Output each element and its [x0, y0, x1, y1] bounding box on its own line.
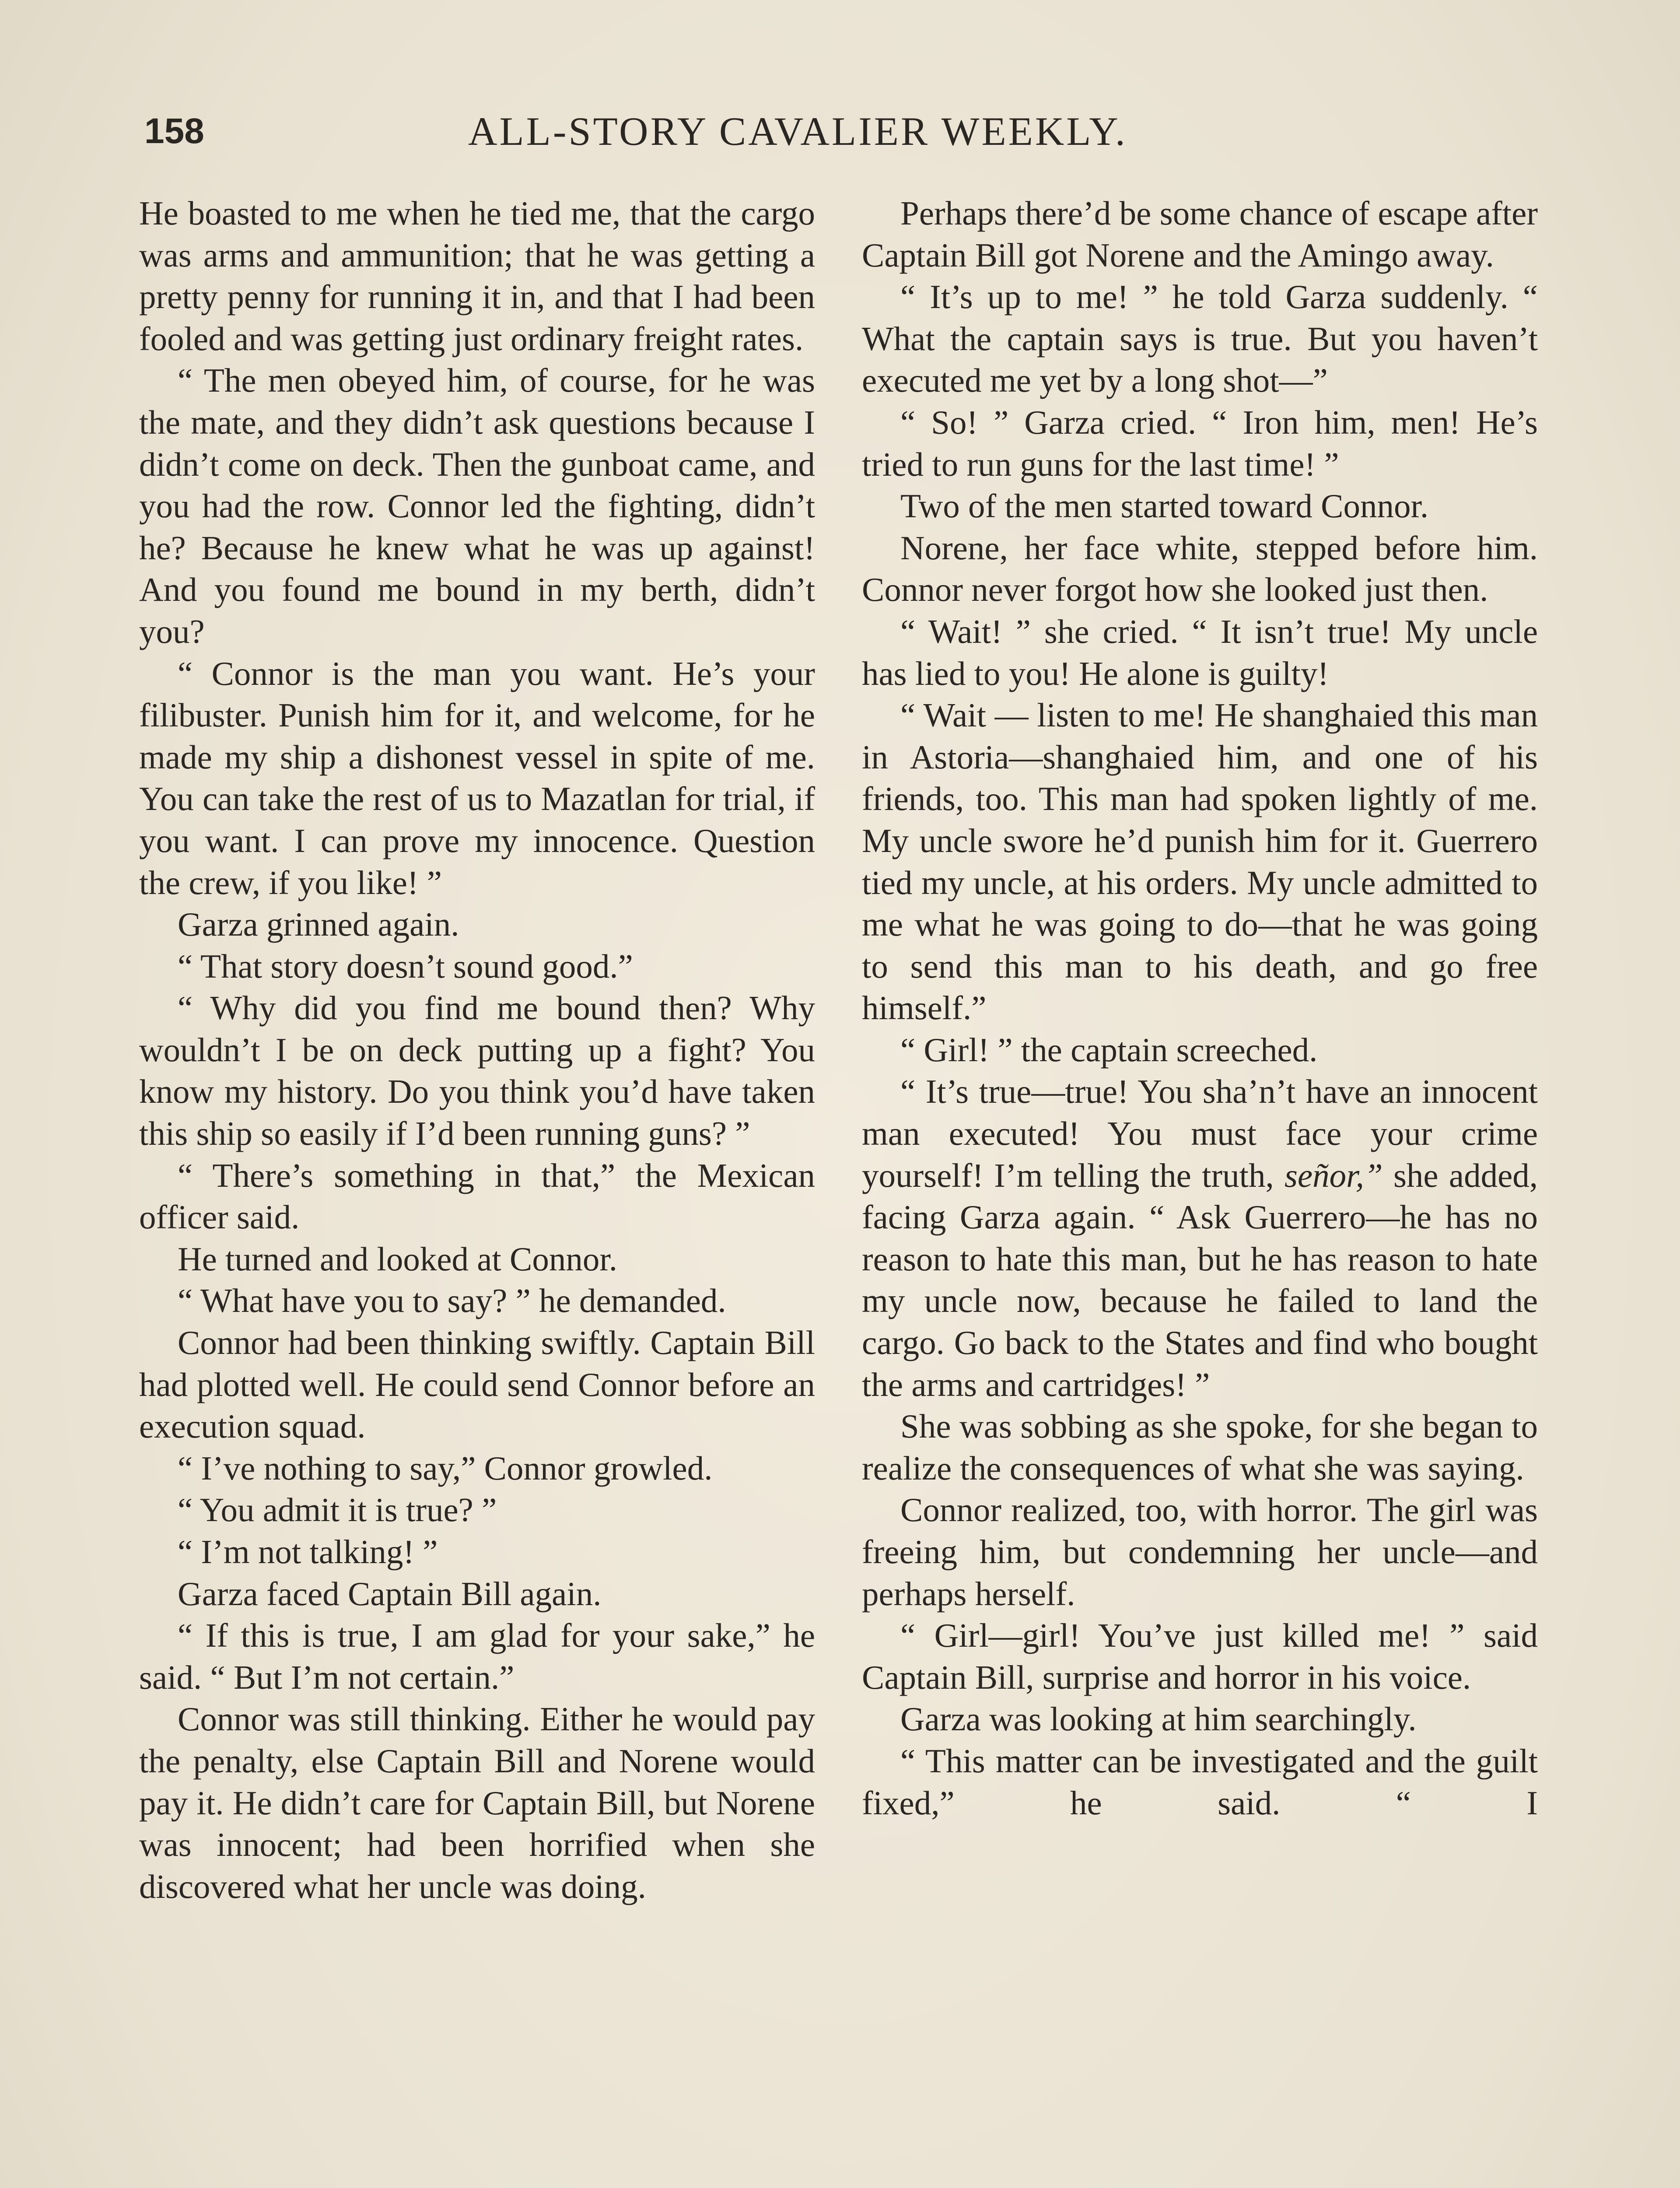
running-title: ALL-STORY CAVALIER WEEKLY.: [468, 109, 1127, 154]
paragraph: She was sobbing as she spoke, for she began to realize the consequences of what she was saying.: [862, 1407, 1538, 1487]
paragraph: “ I’ve nothing to say,” Connor growled.: [178, 1449, 713, 1487]
paragraph: “ This matter can be investigated and the guilt fixed,” he said. “ I: [862, 1742, 1538, 1822]
paragraph: “ Connor is the man you want. He’s your filibuster. Punish him for it, and welcome, for he made my ship a dishonest vessel in spite of me. You can take the rest of us to Mazatlan for trial, if you want. I can prove my innocence. Question the crew, if you like! ”: [139, 654, 815, 901]
paragraph: “ Why did you find me bound then? Why wouldn’t I be on deck putting up a fight? You know my history. Do you think you’d have taken this ship so easily if I’d been running guns? ”: [139, 989, 815, 1153]
paragraph: He turned and looked at Connor.: [178, 1240, 618, 1278]
paragraph: Perhaps there’d be some chance of escape after Captain Bill got Norene and the Amingo away.: [862, 194, 1538, 274]
page-number: 158: [144, 111, 204, 151]
paragraph: “ What have you to say? ” he demanded.: [178, 1282, 726, 1320]
paragraph: [862, 1071, 1538, 1406]
paragraph: “ There’s something in that,” the Mexican officer said.: [139, 1156, 815, 1236]
paragraph: Garza grinned again.: [178, 905, 459, 943]
paragraph: “ It’s up to me! ” he told Garza suddenly. “ What the captain says is true. But you haven’t executed me yet by a long shot—”: [862, 278, 1538, 400]
paragraph: “ Wait — listen to me! He shanghaied this man in Astoria—shanghaied him, and one of his friends, too. This man had spoken lightly of me. My uncle swore he’d punish him for it. Guerrero tied my uncle, at his orders. My uncle admitted to me what he was going to do—that he was going to send this man to his death, and go free himself.”: [862, 696, 1538, 1027]
paragraph: “ I’m not talking! ”: [178, 1533, 438, 1571]
right-column: [862, 193, 1538, 1824]
paragraph: “ Girl—girl! You’ve just killed me! ” said Captain Bill, surprise and horror in his voice.: [862, 1616, 1538, 1696]
paragraph: “ If this is true, I am glad for your sake,” he said. “ But I’m not certain.”: [139, 1616, 815, 1696]
paragraph: Connor realized, too, with horror. The girl was freeing him, but condemning her uncle—and perhaps herself.: [862, 1491, 1538, 1613]
paragraph: “ So! ” Garza cried. “ Iron him, men! He’s tried to run guns for the last time! ”: [862, 403, 1538, 483]
paragraph-text: “ It’s true—true! You sha’n’t have an innocent man executed! You must face your crime yourself! I’m telling the truth,: [862, 1073, 1538, 1194]
paragraph: “ Girl! ” the captain screeched.: [900, 1031, 1318, 1069]
paragraph: Norene, her face white, stepped before him. Connor never forgot how she looked just then.: [862, 529, 1538, 609]
paragraph-text: she added, facing Garza again. “ Ask Guerrero—he has no reason to hate this man, but he has reason to hate my uncle now, because he failed to land the cargo. Go back to the States and find who bought the arms and cartridges! ”: [862, 1156, 1538, 1403]
page-header: [144, 107, 1361, 168]
paragraph: “ Wait! ” she cried. “ It isn’t true! My uncle has lied to you! He alone is guilty!: [862, 612, 1538, 692]
paragraph: “ You admit it is true? ”: [178, 1491, 497, 1529]
italic-word: señor,”: [1284, 1156, 1383, 1194]
paragraph: “ That story doesn’t sound good.”: [178, 947, 633, 985]
paragraph: He boasted to me when he tied me, that the cargo was arms and ammunition; that he was getting a pretty penny for running it in, and that I had been fooled and was getting just ordinary freight rates.: [139, 194, 815, 358]
paragraph: Connor had been thinking swiftly. Captain Bill had plotted well. He could send Connor before an execution squad.: [139, 1324, 815, 1445]
paragraph: Garza was looking at him searchingly.: [900, 1700, 1417, 1738]
left-column: [139, 193, 815, 1907]
paragraph: Garza faced Captain Bill again.: [178, 1574, 602, 1613]
paragraph: “ The men obeyed him, of course, for he was the mate, and they didn’t ask questions because I didn’t come on deck. Then the gunboat came, and you had the row. Connor led the fighting, didn’t he? Because he knew what he was up against! And you found me bound in my berth, didn’t you?: [139, 361, 815, 650]
paragraph: Connor was still thinking. Either he would pay the penalty, else Captain Bill and Norene would pay it. He didn’t care for Captain Bill, but Norene was innocent; had been horrified when she discovered what her uncle was doing.: [139, 1700, 815, 1905]
paragraph: Two of the men started toward Connor.: [900, 487, 1429, 525]
